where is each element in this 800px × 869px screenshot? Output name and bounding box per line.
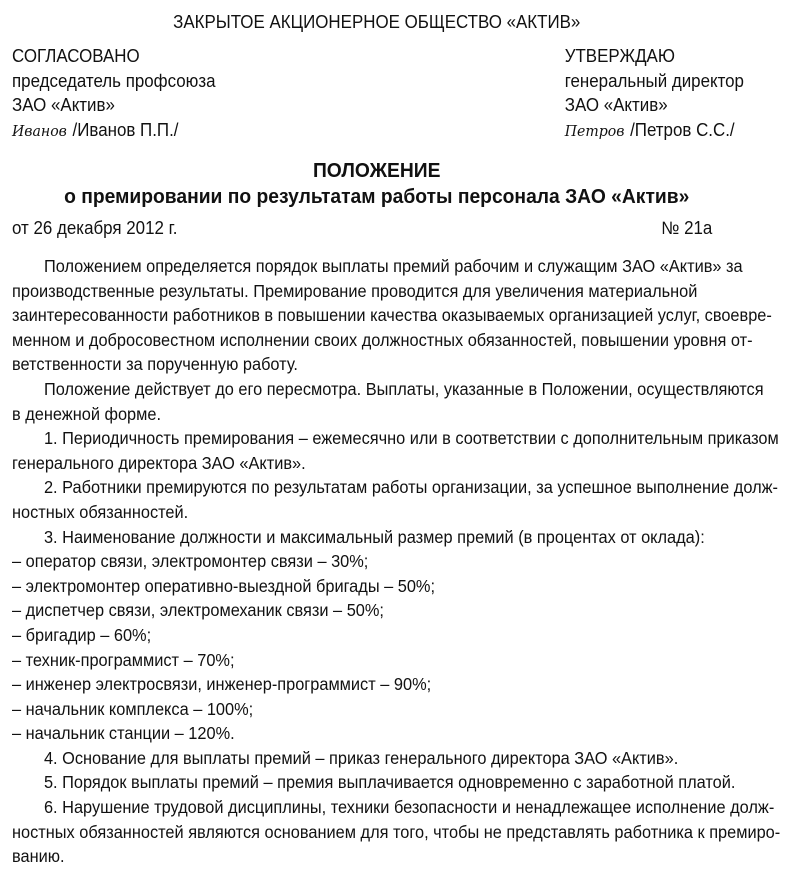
document-date: от 26 декабря 2012 г. [12,218,178,238]
body-line: 1. Периодичность премирования – ежемесячно или в соответствии с дополнительным приказом [43,428,779,449]
approved-role: генеральный директор [564,70,744,91]
handwritten-signature: Петров [564,121,625,140]
body-line: заинтересованности работников в повышении качества оказываемых организацией услуг, своевре- [12,305,772,326]
approval-block-agreed [12,44,216,143]
document-page [1,0,781,867]
body-line: 4. Основание для выплаты премий – приказ генерального директора ЗАО «Актив». [43,747,679,768]
body-line: Положение действует до его пересмотра. Выплаты, указанные в Положении, осуществляются [43,378,764,399]
body-line: 5. Порядок выплаты премий – премия выплачивается одновременно с заработной платой. [43,772,736,793]
agreed-name: /Иванов П.П./ [72,119,179,140]
handwritten-signature: Иванов [12,121,67,140]
approval-block-approved [565,44,744,143]
body-line: генерального директора ЗАО «Актив». [12,452,306,473]
document-title [1,158,753,210]
list-item: – диспетчер связи, электромеханик связи – 50%; [12,600,384,621]
body-line: ностных обязанностей. [12,501,189,522]
agreed-heading: СОГЛАСОВАНО [12,46,140,66]
list-item: – начальник станции – 120%. [12,723,235,744]
list-item: – оператор связи, электромонтер связи – 30%; [12,551,369,572]
body-line: 2. Работники премируются по результатам работы организации, за успешное выполнение долж- [43,477,778,498]
approved-company: ЗАО «Актив» [564,95,668,115]
agreed-company: ЗАО «Актив» [12,95,115,115]
agreed-role: председатель профсоюза [12,70,216,91]
list-item: – инженер электросвязи, инженер-программист – 90%; [12,674,432,695]
title-subtitle: о премировании по результатам работы персонала ЗАО «Актив» [64,185,690,208]
body-line: 3. Наименование должности и максимальный размер премий (в процентах от оклада): [43,526,705,547]
document-body [12,254,781,869]
approved-heading: УТВЕРЖДАЮ [564,46,675,66]
organization-name: ЗАКРЫТОЕ АКЦИОНЕРНОЕ ОБЩЕСТВО «АКТИВ» [173,12,581,32]
agreed-signature-line [12,118,216,144]
body-line: 6. Нарушение трудовой дисциплины, техники безопасности и ненадлежащее исполнение долж- [43,797,775,818]
title-main: ПОЛОЖЕНИЕ [312,159,441,182]
body-line: в денежной форме. [12,403,162,424]
document-number: № 21а [661,218,713,238]
body-line: производственные результаты. Премирование проводится для увеличения материальной [12,280,698,301]
body-line: Положением определяется порядок выплаты премий рабочим и служащим ЗАО «Актив» за [43,256,743,276]
body-line: ванию. [12,846,65,867]
body-line: ностных обязанностей являются основанием для того, чтобы не представлять работника к премиро- [12,821,781,842]
approved-name: /Петров С.С./ [630,119,735,140]
body-line: ветственности за порученную работу. [12,354,298,375]
list-item: – бригадир – 60%; [12,624,152,645]
list-item: – электромонтер оперативно-выездной бригады – 50%; [12,575,435,596]
list-item: – начальник комплекса – 100%; [12,698,254,719]
list-item: – техник-программист – 70%; [12,649,235,670]
body-line: менном и добросовестном исполнении своих должностных обязанностей, повышении уровня от- [12,329,753,350]
approved-signature-line [565,118,744,144]
